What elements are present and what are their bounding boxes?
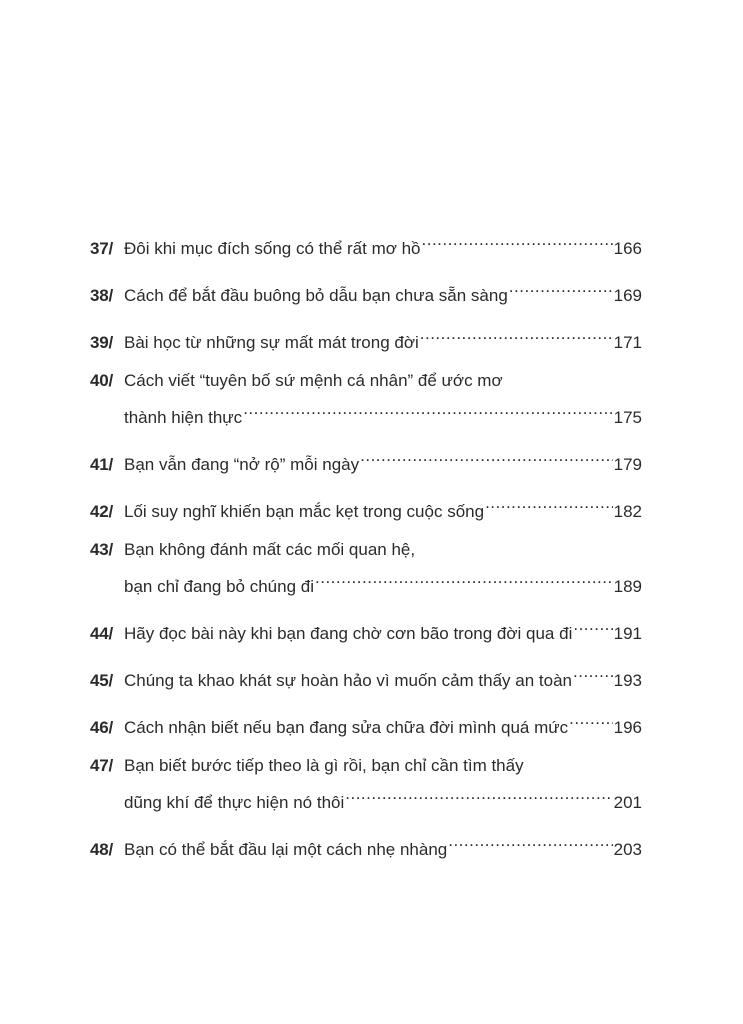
page-number: 179 — [613, 455, 642, 474]
dot-leader — [509, 273, 613, 301]
page-number: 169 — [613, 286, 642, 305]
entry-number: 41/ — [90, 455, 114, 474]
dot-leader — [420, 320, 613, 348]
toc-entry — [90, 611, 642, 648]
entry-title-continued: bạn chỉ đang bỏ chúng đi — [124, 577, 314, 596]
page-number: 201 — [613, 793, 642, 812]
toc-entry — [90, 658, 642, 695]
entry-number: 40/ — [90, 371, 114, 390]
entry-title: Cách nhận biết nếu bạn đang sửa chữa đời mình quá mức — [124, 718, 569, 737]
toc-entry — [90, 705, 642, 742]
page-number: 182 — [613, 502, 642, 521]
entry-number: 44/ — [90, 624, 114, 643]
entry-title: Đôi khi mục đích sống có thể rất mơ hồ — [124, 239, 421, 258]
dot-leader — [569, 705, 613, 733]
entry-number: 48/ — [90, 840, 114, 859]
page-number: 193 — [613, 671, 642, 690]
toc-entry — [90, 367, 642, 432]
dot-leader — [360, 442, 613, 470]
entry-title: Bạn vẫn đang “nở rộ” mỗi ngày — [124, 455, 360, 474]
entry-title-continued: dũng khí để thực hiện nó thôi — [124, 793, 345, 812]
toc-entry — [90, 536, 642, 601]
dot-leader — [485, 489, 613, 517]
entry-title: Bài học từ những sự mất mát trong đời — [124, 333, 419, 352]
page-number: 191 — [613, 624, 642, 643]
toc-entry — [90, 442, 642, 479]
dot-leader — [573, 658, 613, 686]
toc-entry — [90, 752, 642, 817]
entry-number: 45/ — [90, 671, 114, 690]
entry-number: 47/ — [90, 756, 114, 775]
page-number: 166 — [613, 239, 642, 258]
entry-title: Cách để bắt đầu buông bỏ dẫu bạn chưa sẵn sàng — [124, 286, 508, 305]
page-number: 203 — [613, 840, 642, 859]
dot-leader — [243, 395, 612, 423]
toc-entry — [90, 320, 642, 357]
page-number: 196 — [613, 718, 642, 737]
toc-entry — [90, 827, 642, 864]
dot-leader — [422, 226, 613, 254]
page-number: 189 — [613, 577, 642, 596]
entry-title: Cách viết “tuyên bố sứ mệnh cá nhân” để ước mơ — [124, 371, 503, 390]
page-number: 175 — [613, 408, 642, 427]
entry-number: 46/ — [90, 718, 114, 737]
entry-title: Hãy đọc bài này khi bạn đang chờ cơn bão trong đời qua đi — [124, 624, 573, 643]
entry-number: 38/ — [90, 286, 114, 305]
entry-number: 39/ — [90, 333, 114, 352]
entry-number: 42/ — [90, 502, 114, 521]
page-number: 171 — [613, 333, 642, 352]
dot-leader — [573, 611, 612, 639]
dot-leader — [345, 780, 612, 808]
toc-entry — [90, 489, 642, 526]
toc-entry — [90, 273, 642, 310]
entry-title: Chúng ta khao khát sự hoàn hảo vì muốn cảm thấy an toàn — [124, 671, 573, 690]
entry-title-continued: thành hiện thực — [124, 408, 243, 427]
toc-entry — [90, 226, 642, 263]
dot-leader — [315, 564, 613, 592]
table-of-contents — [90, 226, 642, 874]
entry-title: Lối suy nghĩ khiến bạn mắc kẹt trong cuộc sống — [124, 502, 485, 521]
entry-number: 43/ — [90, 540, 114, 559]
entry-title: Bạn có thể bắt đầu lại một cách nhẹ nhàng — [124, 840, 448, 859]
entry-number: 37/ — [90, 239, 114, 258]
dot-leader — [448, 827, 612, 855]
entry-title: Bạn biết bước tiếp theo là gì rồi, bạn chỉ cần tìm thấy — [124, 756, 524, 775]
entry-title: Bạn không đánh mất các mối quan hệ, — [124, 540, 416, 559]
